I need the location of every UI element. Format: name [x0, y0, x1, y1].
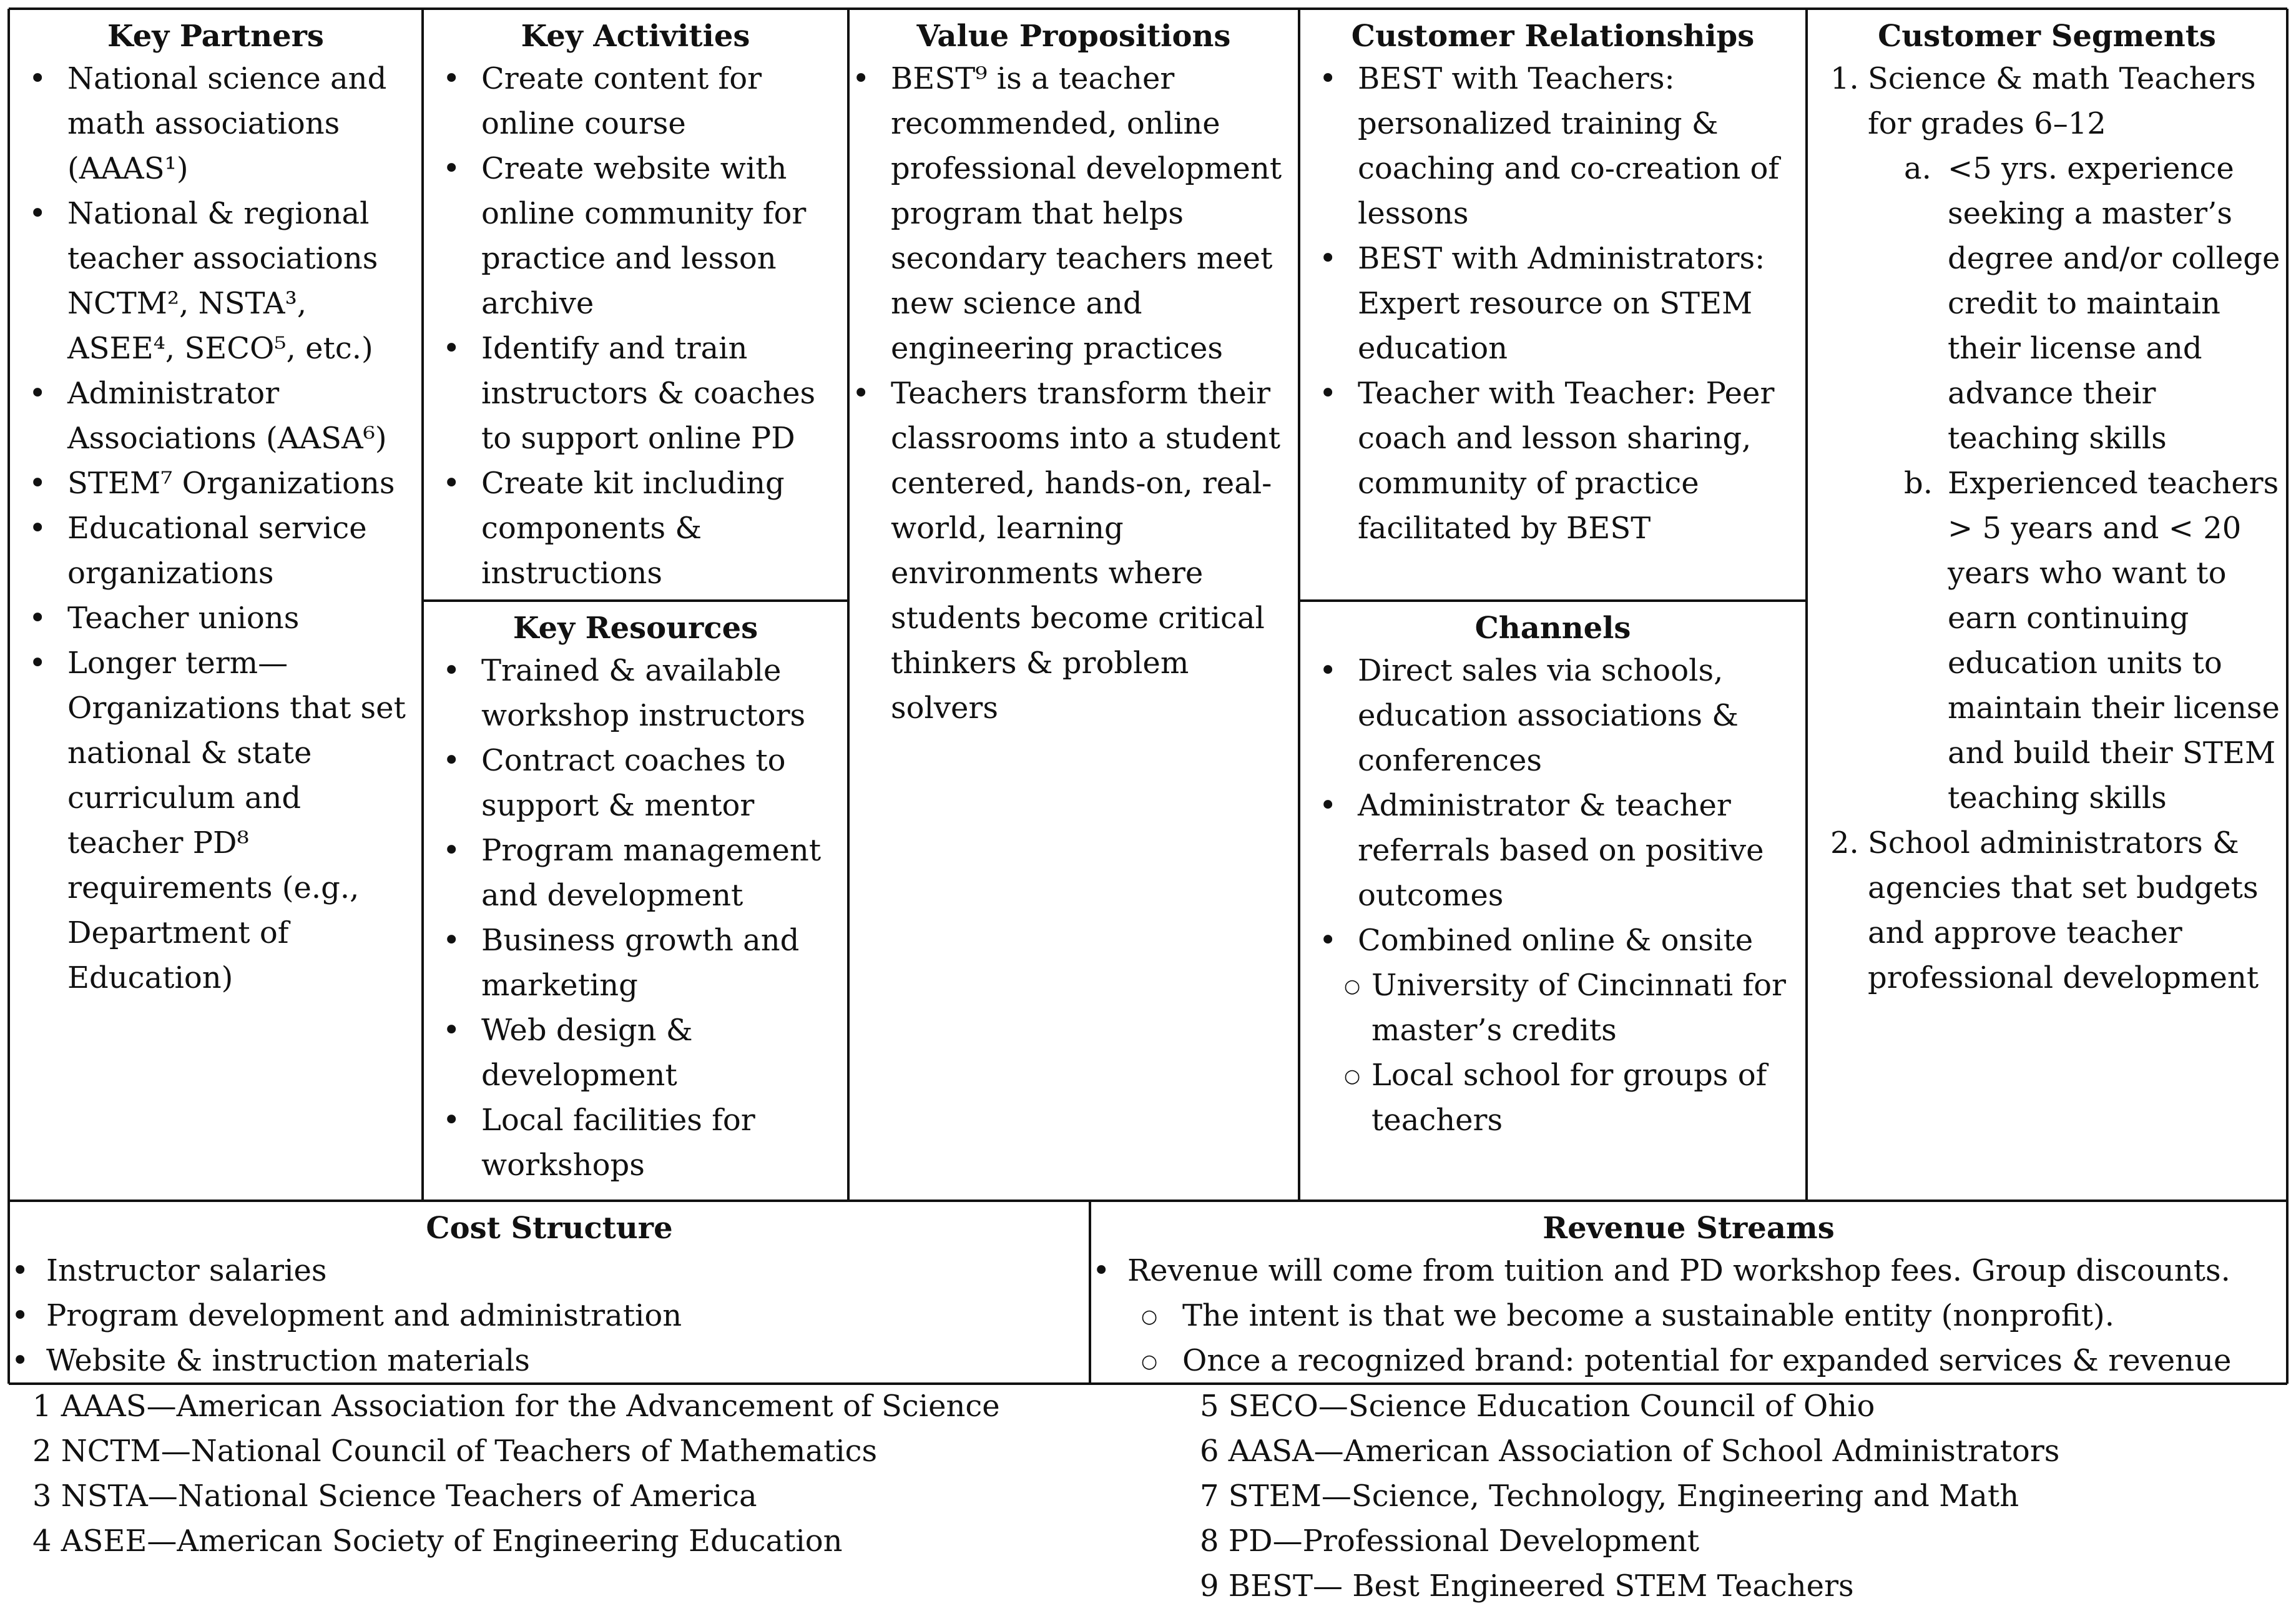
subsegment-text: Experienced teachers > 5 years and < 20 years who want to earn continuing education units to maintain their license and build their STEM teaching skills	[1948, 466, 2280, 815]
list-item: • Longer term—Organizations that set national & state curriculum and teacher PD⁸ requirements (e.g., Department of Education)	[10, 641, 421, 1000]
list-item: • BEST with Administrators: Expert resource on STEM education	[1300, 236, 1805, 371]
list-item: • Administrator & teacher referrals based on positive outcomes	[1300, 783, 1805, 918]
footnote: 6 AASA—American Association of School Administrators	[1200, 1434, 2060, 1469]
channels-section	[1300, 602, 1805, 1200]
list-item: • National science and math associations (AAAS¹)	[10, 56, 421, 191]
segment-text: School administrators & agencies that set budgets and approve teacher professional development	[1868, 825, 2259, 995]
subsegment-text: <5 yrs. experience seeking a master’s degree and/or college credit to maintain their license and advance their teaching skills	[1948, 151, 2280, 456]
key-resources-section	[424, 602, 847, 1200]
list-item: ○ Local school for groups of teachers	[1325, 1053, 1805, 1143]
key-activities-list	[424, 56, 847, 596]
value-propositions-list	[850, 56, 1298, 731]
customer-segments-list	[1808, 56, 2286, 146]
list-item: • Teachers transform their classrooms into a student centered, hands-on, real-world, learning environments where students become critical thinkers & problem solvers	[850, 371, 1298, 731]
revenue-streams-section	[1091, 1202, 2286, 1382]
list-item: • Teacher with Teacher: Peer coach and lesson sharing, community of practice facilitated by BEST	[1300, 371, 1805, 551]
list-item	[1808, 56, 2286, 146]
list-item: • Administrator Associations (AASA⁶)	[10, 371, 421, 461]
list-item	[1808, 461, 2286, 820]
list-item: • National & regional teacher associations NCTM², NSTA³, ASEE⁴, SECO⁵, etc.)	[10, 191, 421, 371]
customer-segments-list-2	[1808, 820, 2286, 1000]
list-item: • BEST⁹ is a teacher recommended, online professional development program that helps secondary teachers meet new science and engineering practices	[850, 56, 1298, 371]
key-partners-title: Key Partners	[107, 19, 324, 54]
channels-sublist	[1325, 963, 1805, 1143]
key-partners-list	[10, 56, 421, 1000]
customer-segments-sublist	[1808, 146, 2286, 820]
key-resources-title: Key Resources	[513, 611, 758, 646]
revenue-streams-title: Revenue Streams	[1543, 1211, 1835, 1246]
list-item: • Program management and development	[424, 828, 847, 918]
list-item	[1808, 820, 2286, 1000]
list-item: ○ Once a recognized brand: potential for expanded services & revenue	[1091, 1338, 2286, 1382]
footnote: 4 ASEE—American Society of Engineering Education	[32, 1524, 843, 1559]
value-propositions-title: Value Propositions	[916, 19, 1231, 54]
list-item: • Identify and train instructors & coaches to support online PD	[424, 326, 847, 461]
list-item: • Create content for online course	[424, 56, 847, 146]
customer-segments-title: Customer Segments	[1878, 19, 2216, 54]
list-item: • Direct sales via schools, education associations & conferences	[1300, 648, 1805, 783]
key-activities-section	[424, 10, 847, 599]
cost-structure-title: Cost Structure	[426, 1211, 673, 1246]
revenue-streams-sublist	[1091, 1293, 2286, 1382]
list-item: • Teacher unions	[10, 596, 421, 641]
list-item: • Educational service organizations	[10, 506, 421, 596]
list-item: • Revenue will come from tuition and PD workshop fees. Group discounts.	[1091, 1248, 2286, 1293]
list-item: • BEST with Teachers: personalized training & coaching and co-creation of lessons	[1300, 56, 1805, 236]
cost-structure-list	[10, 1248, 1089, 1382]
channels-title: Channels	[1474, 611, 1631, 646]
segment-number: 1.	[1830, 61, 1859, 96]
footnote: 2 NCTM—National Council of Teachers of Mathematics	[32, 1434, 878, 1469]
revenue-streams-list	[1091, 1248, 2286, 1293]
segment-number: 2.	[1830, 825, 1859, 860]
list-item	[1808, 146, 2286, 461]
list-item: • Create kit including components & instructions	[424, 461, 847, 596]
list-item: • Contract coaches to support & mentor	[424, 738, 847, 828]
list-item: • Trained & available workshop instructors	[424, 648, 847, 738]
customer-relationships-section	[1300, 10, 1805, 599]
customer-relationships-title: Customer Relationships	[1351, 19, 1755, 54]
footnote: 7 STEM—Science, Technology, Engineering and Math	[1200, 1479, 2019, 1514]
footnote: 5 SECO—Science Education Council of Ohio	[1200, 1389, 1875, 1424]
value-propositions-section	[850, 10, 1298, 1200]
key-partners-section	[10, 10, 421, 1200]
footnote: 3 NSTA—National Science Teachers of America	[32, 1479, 757, 1514]
list-item: • STEM⁷ Organizations	[10, 461, 421, 506]
customer-relationships-list	[1300, 56, 1805, 551]
subsegment-letter: a.	[1904, 151, 1931, 186]
cost-structure-section	[10, 1202, 1089, 1382]
subsegment-letter: b.	[1904, 466, 1933, 501]
customer-segments-section	[1808, 10, 2286, 1200]
list-item: • Local facilities for workshops	[424, 1098, 847, 1188]
list-item: • Create website with online community for practice and lesson archive	[424, 146, 847, 326]
list-item: ○ University of Cincinnati for master’s credits	[1325, 963, 1805, 1053]
list-item: • Combined online & onsite	[1300, 918, 1805, 963]
footnote: 1 AAAS—American Association for the Advancement of Science	[32, 1389, 1000, 1424]
list-item: ○ The intent is that we become a sustainable entity (nonprofit).	[1091, 1293, 2286, 1338]
key-resources-list	[424, 648, 847, 1188]
segment-text: Science & math Teachers for grades 6–12	[1868, 61, 2256, 141]
list-item: • Business growth and marketing	[424, 918, 847, 1008]
channels-list	[1300, 648, 1805, 963]
list-item: • Program development and administration	[10, 1293, 1089, 1338]
list-item: • Website & instruction materials	[10, 1338, 1089, 1382]
footnote: 8 PD—Professional Development	[1200, 1524, 1700, 1559]
footnote: 9 BEST— Best Engineered STEM Teachers	[1200, 1569, 1854, 1604]
list-item: • Instructor salaries	[10, 1248, 1089, 1293]
key-activities-title: Key Activities	[521, 19, 750, 54]
list-item: • Web design & development	[424, 1008, 847, 1098]
